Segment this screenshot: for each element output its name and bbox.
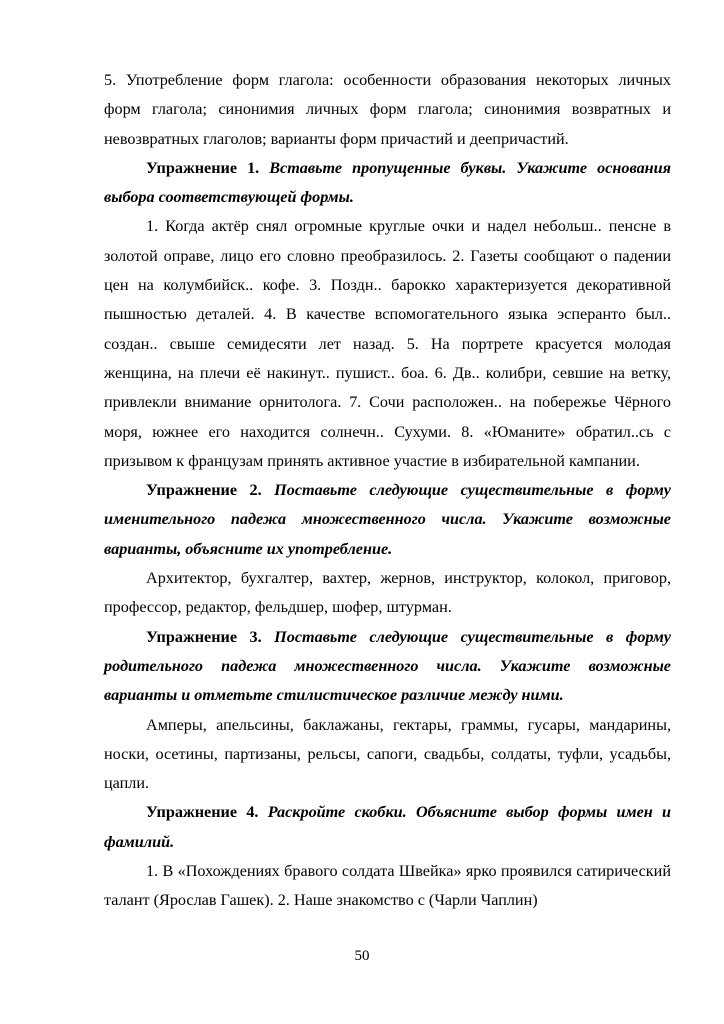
exercise-3-heading: [104, 623, 671, 711]
exercise-1-instruction: Вставьте пропущенные буквы. Укажите основания выбора соответствующей формы.: [104, 158, 671, 207]
exercise-2-instruction: Поставьте следующие существительные в форму именительного падежа множественного числа. Укажите возможные варианты, объясните их употребление.: [104, 481, 671, 558]
exercise-3-title: Упражнение 3.: [146, 627, 262, 646]
exercise-3-instruction: Поставьте следующие существительные в форму родительного падежа множественного числа. Укажите возможные варианты и отметьте стилистическое различие между ними.: [104, 627, 671, 705]
exercise-1-title: Упражнение 1.: [146, 158, 260, 177]
exercise-2-title: Упражнение 2.: [146, 481, 262, 500]
exercise-1-heading: [104, 154, 671, 213]
exercise-2-heading: [104, 476, 671, 564]
exercise-4-body: 1. В «Похождениях бравого солдата Швейка» ярко проявился сатирический талант (Ярослав Гашек). 2. Наше знакомство с (Чарли Чаплин): [104, 862, 671, 910]
page-number: 50: [354, 948, 370, 964]
exercise-3-body: Амперы, апельсины, баклажаны, гектары, граммы, гусары, мандарины, носки, осетины, партизаны, рельсы, сапоги, свадьбы, солдаты, туфли, усадьбы, цапли.: [104, 715, 671, 793]
page-content: [104, 66, 671, 916]
exercise-4-heading: [104, 798, 671, 857]
intro-paragraph: 5. Употребление форм глагола: особенности образования некоторых личных форм глагола; синонимия личных форм глагола; синонимия возвратных и невозвратных глаголов; варианты форм причастий и деепричастий.: [104, 71, 671, 148]
exercise-2-body: Архитектор, бухгалтер, вахтер, жернов, инструктор, колокол, приговор, профессор, редактор, фельдшер, шофер, штурман.: [104, 569, 671, 617]
exercise-4-title: Упражнение 4.: [146, 803, 259, 822]
exercise-4-instruction: Раскройте скобки. Объясните выбор формы имен и фамилий.: [104, 803, 672, 851]
exercise-1-body: 1. Когда актёр снял огромные круглые очки и надел небольш.. пенсне в золотой оправе, лицо его словно преобразилось. 2. Газеты сообщают о падении цен на колумбийск.. кофе. 3. Поздн.. барокко характеризуется декоративной пышностью деталей. 4. В качестве вспомогательного языка эсперанто был.. создан.. свыше семидесяти лет назад. 5. На портрете красуется молодая женщина, на плечи её накинут.. пушист.. боа. 6. Дв.. колибри, севшие на ветку, привлекли внимание орнитолога. 7. Сочи расположен.. на побережье Чёрного моря, южнее его находится солнечн.. Сухуми. 8. «Юманите» обратил..сь с призывом к французам принять активное участие в избирательной кампании.: [104, 217, 671, 470]
